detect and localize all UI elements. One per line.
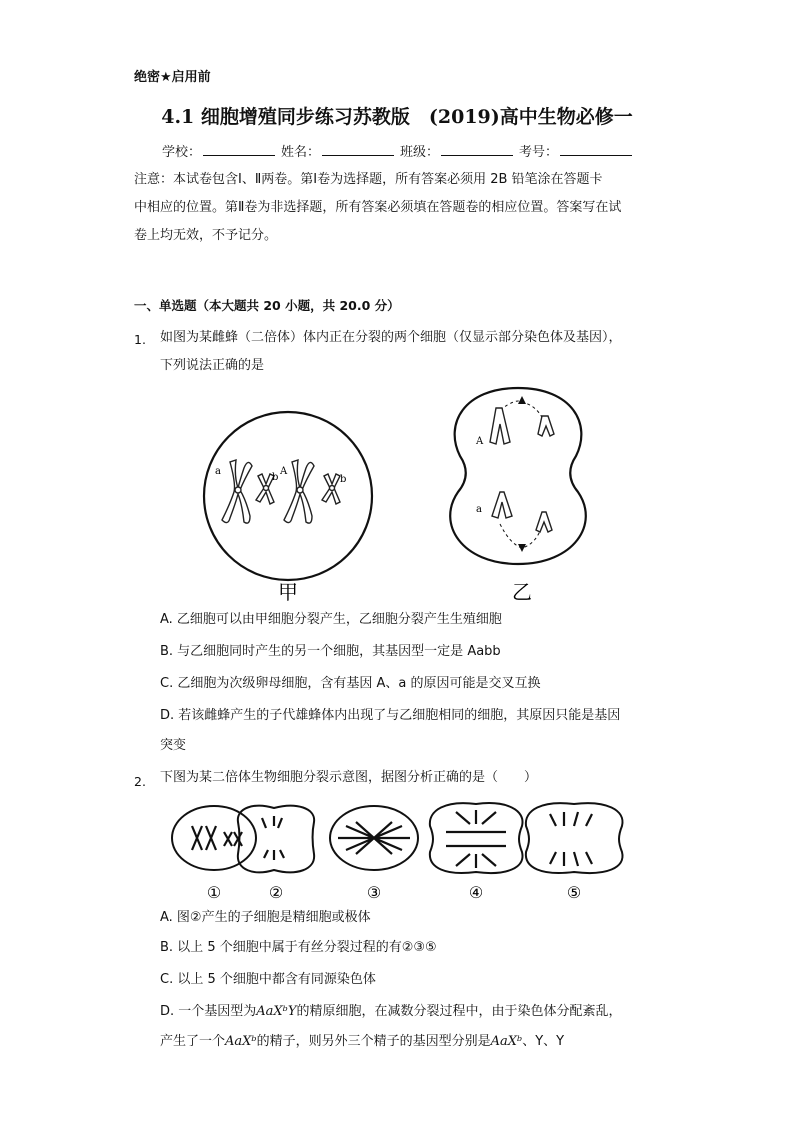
- cell-jia: [204, 412, 372, 604]
- notice-line-1: 注意：本试卷包含Ⅰ、Ⅱ两卷。第Ⅰ卷为选择题，所有答案必须用 2B 铅笔涂在答题卡: [134, 172, 603, 187]
- genotype: AaXᵇ: [225, 1034, 257, 1049]
- caption-yi: 乙: [512, 580, 532, 604]
- exam-no-blank: [560, 141, 632, 156]
- option-d[interactable]: [160, 998, 680, 1026]
- figure-label: ①: [206, 883, 222, 902]
- option-d-continued: 突变: [160, 738, 187, 753]
- section-heading: 一、单选题（本大题共 20 小题，共 20.0 分）: [134, 298, 400, 313]
- name-blank: [322, 141, 394, 156]
- option-d-prefix: D. 一个基因型为: [160, 1004, 257, 1019]
- exam-no-label: 考号：: [519, 145, 559, 160]
- page-title: 4.1 细胞增殖同步练习苏教版 (2019)高中生物必修一: [161, 106, 633, 128]
- gene-label: A: [280, 466, 288, 477]
- genotype: AaXᵇ: [490, 1034, 523, 1049]
- cell-division-figure-2: [166, 796, 626, 906]
- figure-label: ⑤: [566, 883, 582, 902]
- gene-label: b: [272, 472, 279, 483]
- gene-label: b: [340, 474, 347, 485]
- option-d-text: 的精子，则另外三个精子的基因型分别是: [256, 1034, 491, 1049]
- option-d-continued: [160, 1028, 680, 1056]
- gene-label: a: [215, 466, 221, 477]
- question-1-line-1: 如图为某雌蜂（二倍体）体内正在分裂的两个细胞（仅显示部分染色体及基因），: [160, 330, 622, 345]
- name-label: 姓名：: [281, 145, 321, 160]
- question-1-line-2: 下列说法正确的是: [160, 358, 265, 373]
- option-d-text: 的精原细胞，在减数分裂过程中，由于染色体分配紊乱，: [296, 1004, 622, 1019]
- cell-division-figure-1: [200, 384, 620, 612]
- option-a[interactable]: A. 图②产生的子细胞是精细胞或极体: [160, 910, 371, 925]
- school-blank: [203, 141, 275, 156]
- option-c[interactable]: C. 乙细胞为次级卵母细胞，含有基因 A、a 的原因可能是交叉互换: [160, 676, 541, 691]
- option-a[interactable]: A. 乙细胞可以由甲细胞分裂产生，乙细胞分裂产生生殖细胞: [160, 612, 502, 627]
- option-b[interactable]: B. 与乙细胞同时产生的另一个细胞，其基因型一定是 Aabb: [160, 644, 501, 659]
- option-d-text: 产生了一个: [160, 1034, 226, 1049]
- question-number: 2.: [134, 774, 146, 789]
- class-label: 班级：: [400, 145, 440, 160]
- cell-yi: [450, 388, 586, 604]
- school-label: 学校：: [162, 145, 202, 160]
- confidential-mark: 绝密★启用前: [134, 70, 211, 85]
- question-2-text: 下图为某二倍体生物细胞分裂示意图，据图分析正确的是（ ）: [160, 770, 538, 785]
- caption-jia: 甲: [278, 580, 298, 604]
- class-blank: [441, 141, 513, 156]
- option-d[interactable]: D. 若该雌蜂产生的子代雄蜂体内出现了与乙细胞相同的细胞，其原因只能是基因: [160, 708, 621, 723]
- notice-line-2: 中相应的位置。第Ⅱ卷为非选择题，所有答案必须填在答题卷的相应位置。答案写在试: [134, 200, 622, 215]
- gene-label: A: [476, 436, 484, 447]
- exam-notice: [134, 166, 674, 250]
- notice-line-3: 卷上均无效，不予记分。: [134, 228, 278, 243]
- figure-label: ④: [468, 883, 484, 902]
- figure-label: ③: [366, 883, 382, 902]
- genotype: AaXᵇY: [256, 1004, 297, 1019]
- option-c[interactable]: C. 以上 5 个细胞中都含有同源染色体: [160, 972, 376, 987]
- question-number: 1.: [134, 332, 146, 347]
- gene-label: a: [476, 504, 482, 515]
- option-b[interactable]: B. 以上 5 个细胞中属于有丝分裂过程的有②③⑤: [160, 940, 437, 955]
- student-info-line: [162, 141, 636, 160]
- option-d-text: 、Y、Y: [522, 1034, 565, 1049]
- figure-label: ②: [268, 883, 284, 902]
